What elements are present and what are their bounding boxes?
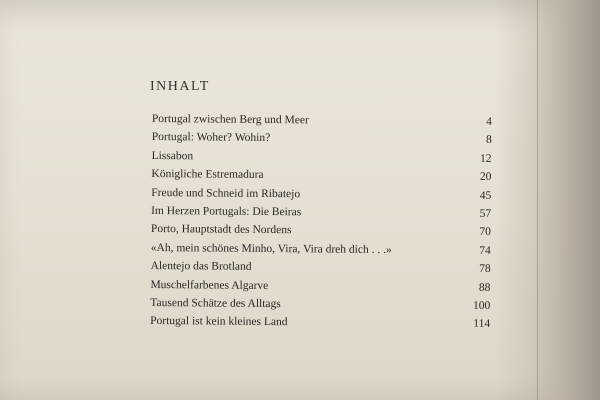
toc-entry-title: Muschelfarbenes Algarve [150,278,269,292]
table-of-contents [150,110,492,334]
toc-entry-page: 57 [479,207,492,220]
toc-entry-page: 100 [473,299,491,312]
toc-entry-title: Portugal: Woher? Wohin? [151,131,271,145]
toc-entry-title: Im Herzen Portugals: Die Beiras [151,204,302,219]
toc-entry-title: Lissabon [151,149,194,163]
toc-entry-title: Tausend Schätze des Alltags [150,296,281,311]
toc-entry-title: Portugal ist kein kleines Land [150,315,288,329]
toc-entry-page: 45 [479,189,492,202]
toc-entry-title: «Ah, mein schönes Minho, Vira, Vira dreh dich . . .» [150,241,392,256]
toc-entry-title: Königliche Estremadura [151,168,264,182]
toc-entry-title: Porto, Hauptstadt des Nordens [150,223,292,237]
contents-heading: INHALT [150,79,210,94]
toc-entry-title: Freude und Schneid im Ribatejo [151,186,301,200]
toc-entry-title: Portugal zwischen Berg und Meer [151,112,309,127]
book-binding [495,0,600,400]
toc-entry-page: 70 [479,226,491,239]
toc-entry-title: Alentejo das Brotland [150,260,252,273]
toc-entry-page: 4 [486,115,492,128]
toc-entry-page: 12 [480,152,492,165]
toc-entry-page: 88 [478,281,491,294]
page-edge [537,0,538,400]
toc-entry-page: 74 [479,244,491,257]
toc-entry-page: 8 [485,134,492,147]
toc-entry-page: 20 [479,171,492,184]
toc-entry-page: 114 [473,318,491,331]
toc-entry [150,312,490,333]
toc-entry-page: 78 [479,262,491,276]
